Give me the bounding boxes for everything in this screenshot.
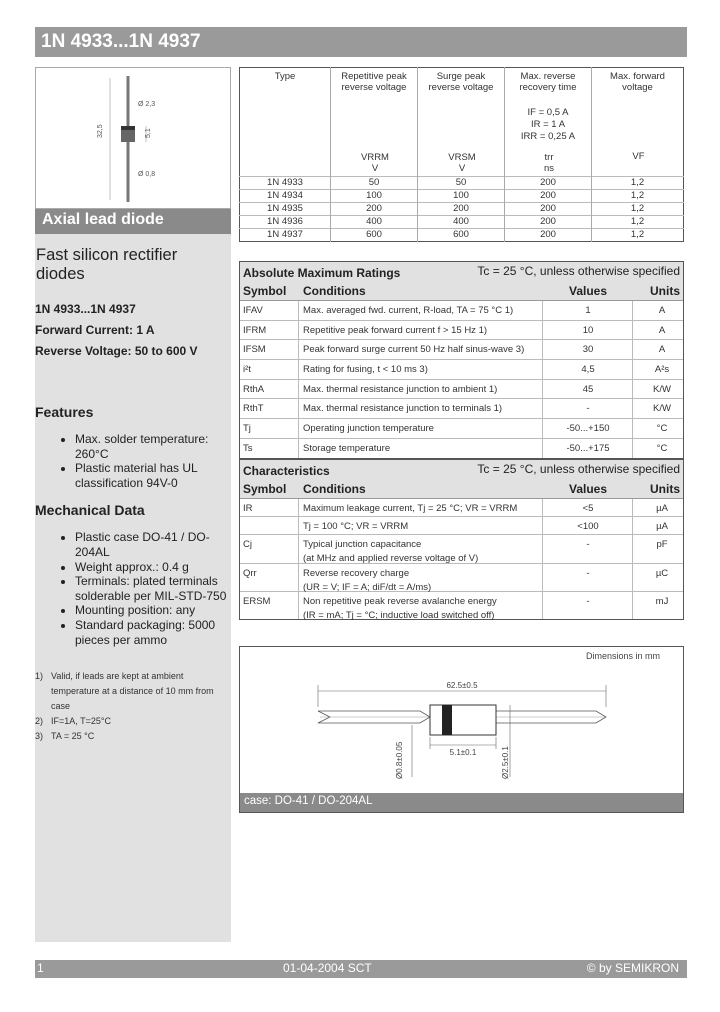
row-value: <100	[577, 521, 599, 532]
type-table-header	[240, 68, 684, 177]
table-row	[240, 517, 683, 535]
row-value: -	[586, 596, 590, 607]
row-condition-2: (UR = V; IF = A; diF/dt = A/ms)	[303, 582, 432, 593]
table-row	[240, 399, 683, 419]
dimensions-box	[239, 646, 684, 813]
row-condition: Max. averaged fwd. current, R-load, TA = 75 °C 1)	[303, 305, 514, 316]
table-row: 1N 4935 200 200 200 1,2	[240, 203, 684, 216]
feature-item: • Plastic material has UL classification 94V-0	[75, 461, 231, 490]
table-row	[240, 592, 683, 619]
row-unit: µA	[656, 503, 668, 514]
row-symbol: IFAV	[243, 305, 263, 316]
table-row	[240, 321, 683, 341]
footnote: 2) IF=1A, T=25°C	[35, 716, 111, 727]
table-row: 1N 4936 400 400 200 1,2	[240, 216, 684, 229]
row-condition-2: (at MHz and applied reverse voltage of V)	[303, 553, 479, 564]
row-symbol: RthT	[243, 403, 264, 415]
mechanical-title: Mechanical Data	[35, 502, 145, 519]
footnote: 3) TA = 25 °C	[35, 731, 95, 742]
row-value: -	[586, 568, 590, 579]
page-title: 1N 4933...1N 4937	[41, 31, 201, 52]
row-condition: Storage temperature	[303, 442, 391, 454]
row-condition: Tj = 100 °C; VR = VRRM	[303, 521, 409, 532]
col-vrrm: Repetitive peak reverse voltage VRRM V	[331, 68, 418, 177]
table-row	[240, 419, 683, 439]
row-condition: Typical junction capacitance	[303, 539, 422, 550]
mech-item: • Standard packaging: 5000 pieces per ammo	[75, 618, 231, 647]
footer	[35, 960, 687, 978]
row-value: -50...+150	[566, 423, 610, 435]
abs-max-header	[240, 262, 683, 282]
dim-wire-dia: Ø 0,8	[138, 171, 156, 178]
features-list	[35, 432, 231, 490]
char-header	[240, 460, 683, 480]
row-symbol: IR	[243, 503, 253, 514]
row-unit: pF	[656, 539, 668, 550]
dim-caption: Dimensions in mm	[585, 651, 660, 661]
axial-badge-label: Axial lead diode	[42, 211, 164, 228]
row-symbol: IFSM	[243, 344, 266, 356]
row-unit: °C	[656, 423, 668, 435]
row-value: -	[586, 403, 590, 415]
abs-max-condition: Tc = 25 °C, unless otherwise specified	[477, 264, 680, 278]
title-bar	[35, 27, 687, 57]
row-condition: Peak forward surge current 50 Hz half sinus-wave 3)	[303, 344, 525, 356]
row-unit: mJ	[655, 596, 669, 607]
table-row	[240, 535, 683, 564]
forward-current: Forward Current: 1 A	[35, 323, 155, 337]
mech-item: • Terminals: plated terminals solderable per MIL-STD-750	[75, 574, 231, 603]
footnote: 1) Valid, if leads are kept at ambient temperature at a distance of 10 mm from case	[35, 671, 214, 712]
part-range: 1N 4933...1N 4937	[35, 302, 136, 316]
reverse-voltage: Reverse Voltage: 50 to 600 V	[35, 344, 198, 358]
row-condition: Max. thermal resistance junction to ambient 1)	[303, 383, 498, 395]
mech-item: • Mounting position: any	[75, 603, 231, 618]
row-unit: K/W	[653, 403, 671, 415]
col-type: Type	[274, 71, 296, 82]
row-unit: µA	[656, 521, 668, 532]
footer-date: 01-04-2004 SCT	[283, 961, 372, 975]
row-condition: Maximum leakage current, Tj = 25 °C; VR = VRRM	[303, 503, 518, 514]
col-vrsm: Surge peak reverse voltage VRSM V	[418, 68, 505, 177]
product-heading-2: diodes	[36, 265, 85, 283]
dimension-drawing	[240, 647, 683, 793]
dim-lead-dia: Ø 2,3	[138, 101, 156, 108]
table-row: 1N 4937 600 600 200 1,2	[240, 229, 684, 242]
characteristics-table	[239, 459, 684, 620]
char-rows	[240, 499, 683, 619]
row-condition: Non repetitive peak reverse avalanche energy	[303, 596, 497, 607]
feature-item: • Max. solder temperature: 260°C	[75, 432, 231, 461]
table-row	[240, 360, 683, 380]
case-bar	[240, 793, 683, 812]
abs-max-table	[239, 261, 684, 459]
row-value: <5	[582, 503, 594, 514]
row-symbol: i²t	[243, 364, 251, 376]
table-row	[240, 380, 683, 400]
row-unit: K/W	[653, 383, 671, 395]
abs-max-title: Absolute Maximum Ratings	[243, 266, 401, 280]
row-value: 4,5	[581, 364, 595, 376]
row-symbol: ERSM	[243, 596, 271, 607]
row-unit: A	[658, 305, 666, 316]
table-row: 1N 4933 50 50 200 1,2	[240, 177, 684, 190]
diode-outline-drawing	[36, 68, 230, 208]
row-condition: Operating junction temperature	[303, 423, 434, 435]
dim-body-dia: Ø2.5±0.1	[501, 746, 510, 779]
row-unit: °C	[656, 442, 668, 454]
row-symbol: Ts	[243, 442, 253, 454]
mech-item: • Weight approx.: 0.4 g	[75, 560, 231, 575]
sidebar-text	[35, 246, 231, 744]
table-row	[240, 301, 683, 321]
axial-badge	[35, 209, 231, 234]
abs-max-rows	[240, 301, 683, 458]
row-symbol: Tj	[243, 423, 251, 435]
row-value: -	[586, 539, 590, 550]
row-symbol: Qrr	[243, 568, 257, 579]
case-label: case: DO-41 / DO-204AL	[244, 795, 373, 807]
table-row	[240, 499, 683, 517]
col-vf: Max. forward voltage VF	[592, 68, 684, 177]
row-condition: Max. thermal resistance junction to terminals 1)	[303, 403, 503, 415]
col-trr: Max. reverse recovery time IF = 0,5 A IR = 1 A IRR = 0,25 A trr ns	[505, 68, 592, 177]
row-symbol: IFRM	[243, 324, 267, 336]
mech-item: • Plastic case DO-41 / DO-204AL	[75, 530, 231, 559]
row-unit: A	[658, 344, 666, 356]
row-value: 45	[582, 383, 594, 395]
type-table	[239, 67, 684, 242]
row-condition: Repetitive peak forward current f > 15 Hz 1)	[303, 324, 488, 336]
mechanical-list	[35, 530, 231, 647]
footnotes	[35, 669, 231, 744]
table-row: 1N 4934 100 100 200 1,2	[240, 190, 684, 203]
footer-copyright: © by SEMIKRON	[586, 961, 679, 975]
row-condition: Rating for fusing, t < 10 ms 3)	[303, 364, 428, 376]
dim-body-length: 5,1	[145, 128, 152, 138]
row-symbol: RthA	[243, 383, 265, 395]
char-title: Characteristics	[243, 464, 330, 478]
char-condition: Tc = 25 °C, unless otherwise specified	[477, 462, 680, 476]
dim-total: 62.5±0.5	[446, 681, 478, 690]
dim-lead-dia: Ø0.8±0.05	[395, 741, 404, 779]
dim-body: 5.1±0.1	[449, 748, 477, 757]
row-value: 10	[582, 324, 594, 336]
row-unit: A	[658, 324, 666, 336]
row-value: 1	[585, 305, 591, 316]
row-condition-2: (IR = mA; Tj = °C; inductive load switched off)	[303, 610, 495, 621]
row-unit: A²s	[654, 364, 670, 376]
row-value: 30	[582, 344, 594, 356]
table-row	[240, 564, 683, 592]
row-condition: Reverse recovery charge	[303, 568, 410, 579]
table-row	[240, 439, 683, 458]
dim-total-length: 32,5	[97, 124, 104, 138]
abs-max-col-headers: Symbol Conditions Values Units	[240, 282, 683, 301]
char-col-headers: Symbol Conditions Values Units	[240, 480, 683, 499]
row-unit: µC	[655, 568, 669, 579]
table-row	[240, 340, 683, 360]
features-title: Features	[35, 404, 94, 420]
product-heading-1: Fast silicon rectifier	[36, 246, 178, 264]
diode-picture	[35, 67, 231, 209]
row-symbol: Cj	[243, 539, 252, 550]
page-number: 1	[37, 961, 44, 975]
row-value: -50...+175	[566, 442, 610, 454]
